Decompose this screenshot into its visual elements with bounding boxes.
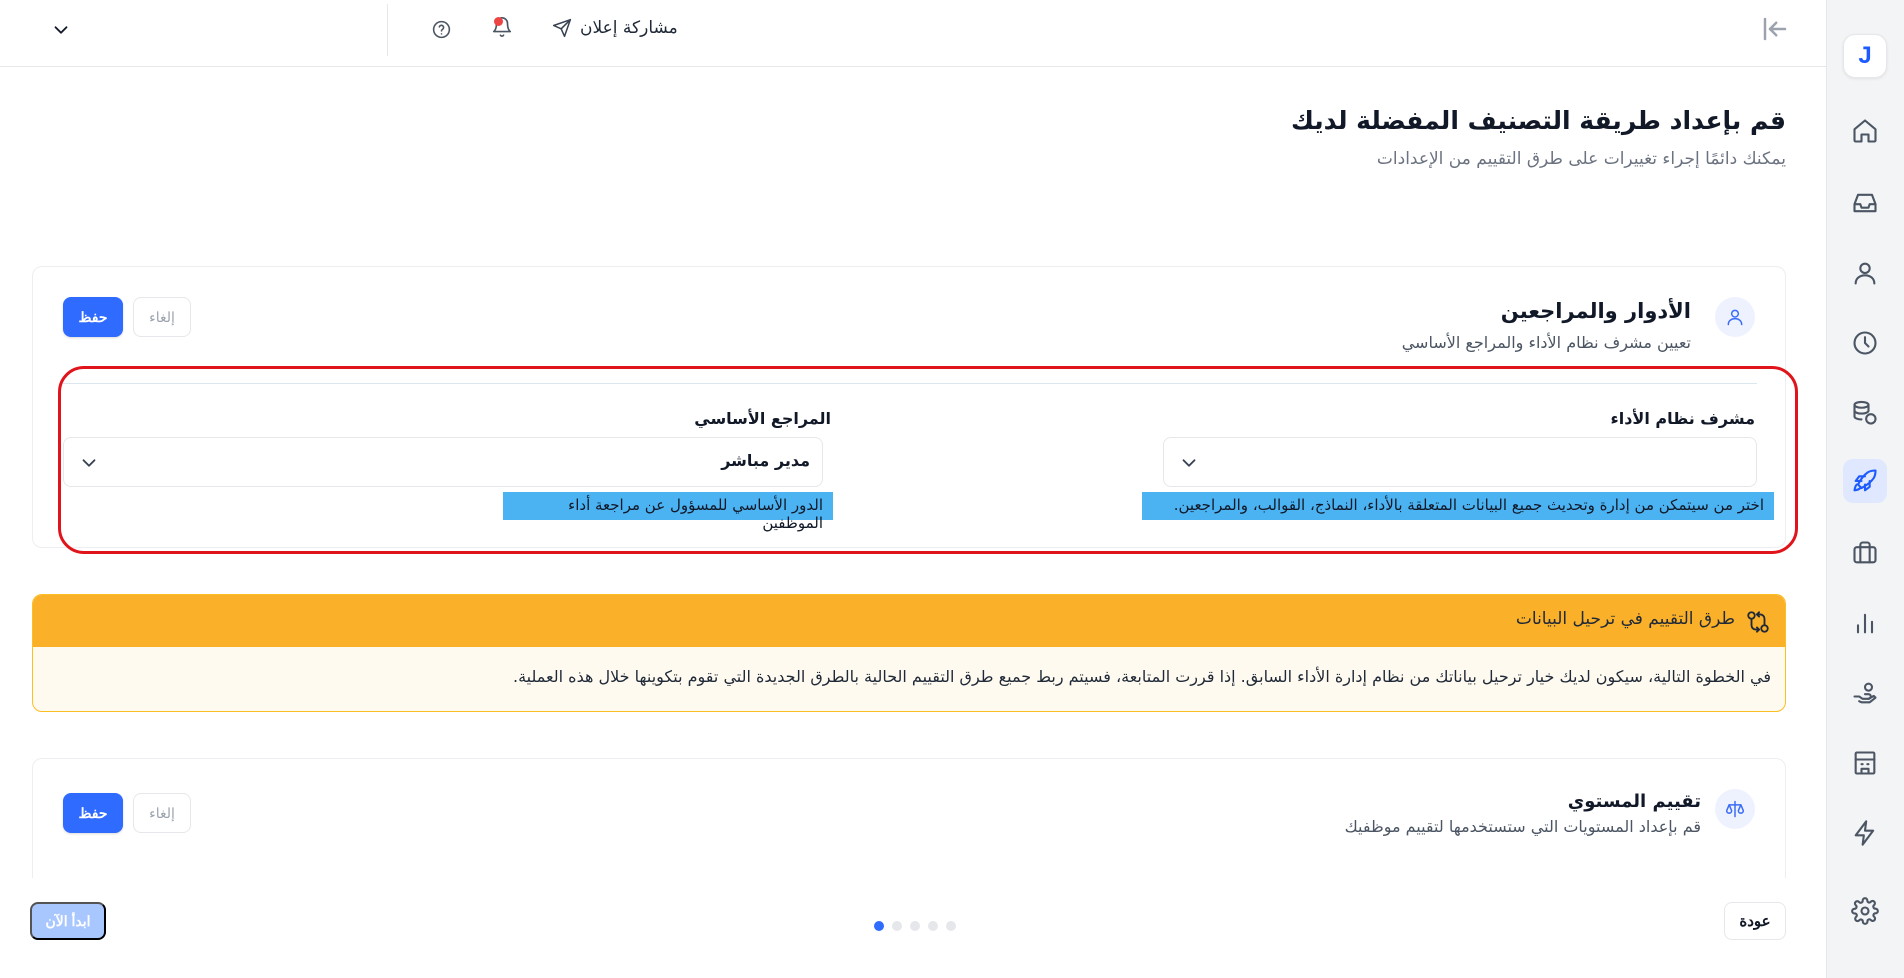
sidebar-item-automations[interactable] (1848, 816, 1882, 850)
hand-coin-icon (1851, 679, 1879, 707)
topbar-divider (387, 4, 388, 56)
roles-card-icon-wrap (1715, 297, 1755, 337)
sidebar-item-people[interactable] (1848, 256, 1882, 290)
page-subtitle: يمكنك دائمًا إجراء تغييرات على طرق التقييم من الإعدادات (1376, 149, 1786, 169)
step-dot (946, 921, 956, 931)
rocket-icon (1851, 467, 1879, 495)
migration-banner-icon-wrap (1745, 609, 1771, 635)
send-icon (552, 18, 572, 38)
reviewer-field-label: المراجع الأساسي (694, 409, 831, 428)
collapse-icon (1760, 14, 1790, 44)
logo-letter: J (1858, 42, 1872, 69)
level-cancel-button[interactable]: إلغاء (133, 793, 191, 833)
sidebar-rail (1826, 0, 1904, 978)
share-job-button[interactable] (552, 18, 678, 38)
sidebar-item-company[interactable] (1848, 746, 1882, 780)
step-indicator (874, 921, 956, 931)
start-now-button[interactable]: ابدأ الآن (30, 902, 106, 940)
highlight-annotation (58, 366, 1798, 554)
migration-banner-title: طرق التقييم في ترحيل البيانات (1515, 609, 1735, 629)
reviewer-select-value: مدير مباشر (721, 451, 810, 470)
sidebar-item-inbox[interactable] (1848, 186, 1882, 220)
account-menu-toggle[interactable] (50, 19, 72, 41)
sidebar-item-recruitment[interactable] (1848, 536, 1882, 570)
level-card-icon-wrap (1715, 789, 1755, 829)
sidebar-item-settings[interactable] (1848, 894, 1882, 928)
coins-icon (1851, 399, 1879, 427)
level-card-subtitle: قم بإعداد المستويات التي ستستخدمها لتقييم موظفيك (1344, 817, 1701, 836)
step-dot (928, 921, 938, 931)
home-icon (1851, 117, 1879, 145)
app-logo[interactable] (1843, 34, 1887, 78)
bar-chart-icon (1851, 609, 1879, 637)
sidebar-item-time[interactable] (1848, 326, 1882, 360)
lightning-icon (1851, 819, 1879, 847)
building-icon (1851, 749, 1879, 777)
migration-banner (32, 594, 1786, 712)
step-dot (910, 921, 920, 931)
roles-cancel-button[interactable]: إلغاء (133, 297, 191, 337)
migration-banner-text: في الخطوة التالية، سيكون لديك خيار ترحيل بياناتك من نظام إدارة الأداء السابق. إذا قررت المتابعة، فسيتم ربط جميع طرق التقييم الحالية بالطرق الجديدة التي تقوم بتكوينها خلال هذه العملية. (513, 667, 1771, 686)
help-button[interactable] (431, 19, 453, 41)
notifications-button[interactable] (491, 16, 515, 42)
level-save-button[interactable]: حفظ (63, 793, 123, 833)
back-button[interactable]: عودة (1724, 902, 1786, 940)
settings-icon (1851, 897, 1879, 925)
sidebar-item-payroll[interactable] (1848, 396, 1882, 430)
clock-icon (1851, 329, 1879, 357)
scale-icon (1725, 799, 1745, 819)
inbox-icon (1851, 189, 1879, 217)
help-circle-icon (431, 19, 452, 40)
share-job-label: مشاركة إعلان (580, 18, 678, 38)
roles-card-title: الأدوار والمراجعين (1500, 299, 1691, 323)
roles-save-button[interactable]: حفظ (63, 297, 123, 337)
notification-dot (494, 17, 503, 26)
wizard-footer (0, 878, 1826, 978)
user-icon (1725, 307, 1745, 327)
chevron-down-icon (50, 19, 72, 41)
roles-card-subtitle: تعيين مشرف نظام الأداء والمراجع الأساسي (1401, 333, 1691, 352)
admin-field-hint: اختر من سيتمكن من إدارة وتحديث جميع البيانات المتعلقة بالأداء، النماذج، القوالب، والمراجعين. (1142, 492, 1774, 520)
step-dot (892, 921, 902, 931)
admin-field-label: مشرف نظام الأداء (1610, 409, 1755, 428)
step-dot (874, 921, 884, 931)
level-card-title: تقييم المستوي (1567, 791, 1701, 812)
page-title: قم بإعداد طريقة التصنيف المفضلة لديك (1290, 106, 1786, 135)
level-rating-card (32, 758, 1786, 878)
sidebar-item-benefits[interactable] (1848, 676, 1882, 710)
reviewer-field-hint: الدور الأساسي للمسؤول عن مراجعة أداء الموظفين (503, 492, 833, 520)
briefcase-icon (1851, 539, 1879, 567)
sidebar-item-reports[interactable] (1848, 606, 1882, 640)
migrate-icon (1745, 609, 1771, 635)
sidebar-item-home[interactable] (1848, 114, 1882, 148)
user-icon (1851, 259, 1879, 287)
top-bar (0, 0, 1826, 67)
sidebar-item-performance[interactable] (1843, 459, 1887, 503)
collapse-sidebar-button[interactable] (1760, 14, 1790, 44)
